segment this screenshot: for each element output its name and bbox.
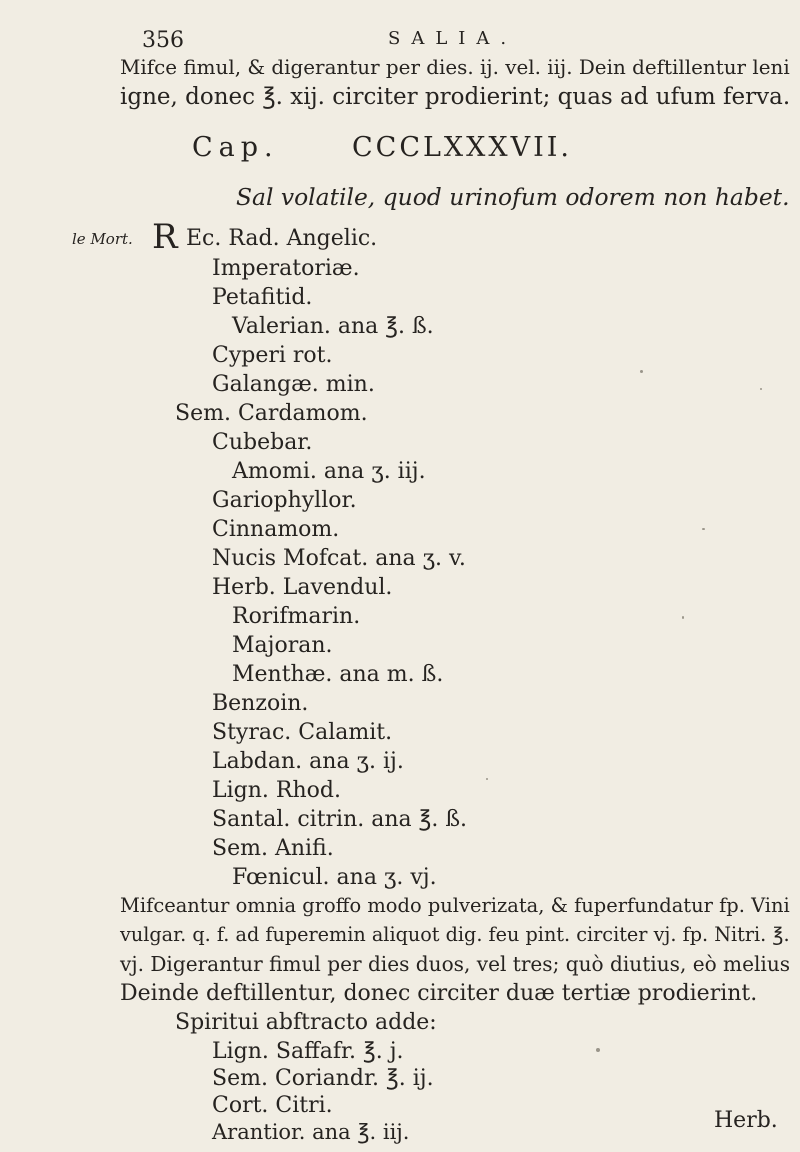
addition-item: Cort. Citri. xyxy=(212,1093,333,1118)
ingredient-line: Sem. Anifi. xyxy=(212,836,334,861)
chapter-subtitle: Sal volatile, quod urinofum odorem non habet. xyxy=(236,183,790,211)
paper-speck xyxy=(702,528,705,530)
ingredient-line: Fœnicul. ana ʒ. vj. xyxy=(232,865,437,890)
ingredient-line: Gariophyllor. xyxy=(212,488,357,513)
addition-item: Lign. Saffafr. ℥. j. xyxy=(212,1039,404,1064)
ingredient-line: Galangæ. min. xyxy=(212,372,375,397)
paper-speck xyxy=(640,370,643,373)
text-line: Mifce fimul, & digerantur per dies. ij. vel. iij. Dein deftillentur leni xyxy=(120,56,790,79)
ingredient-line: Petafitid. xyxy=(212,285,313,310)
ingredient-line: Benzoin. xyxy=(212,691,309,716)
addition-item: Arantior. ana ℥. iij. xyxy=(212,1120,410,1144)
ingredient-line: Cyperi rot. xyxy=(212,343,333,368)
ingredient-line: Valerian. ana ℥. ß. xyxy=(232,314,434,339)
ingredient-line: Sem. Cardamom. xyxy=(175,401,368,426)
running-head: SALIA. xyxy=(388,28,518,49)
recipe-initial: R xyxy=(152,217,178,257)
ingredient-line: Lign. Rhod. xyxy=(212,778,341,803)
ingredient-line: Rorifmarin. xyxy=(232,604,361,629)
paper-speck xyxy=(486,778,488,780)
ingredient-line: Herb. Lavendul. xyxy=(212,575,393,600)
ingredient-line: Cubebar. xyxy=(212,430,313,455)
ingredient-line: Santal. citrin. ana ℥. ß. xyxy=(212,807,468,832)
paragraph-line: vj. Digerantur fimul per dies duos, vel tres; quò diutius, eò melius xyxy=(120,952,791,976)
paper-speck xyxy=(682,616,684,619)
ingredient-line: Labdan. ana ʒ. ij. xyxy=(212,749,404,774)
ingredient-line: Nucis Mofcat. ana ʒ. v. xyxy=(212,546,466,571)
page-number: 356 xyxy=(142,28,184,53)
margin-note: le Mort. xyxy=(72,230,133,248)
ingredient-line: Amomi. ana ʒ. iij. xyxy=(232,459,426,484)
chapter-number: CCCLXXXVII. xyxy=(352,132,572,163)
ingredient-line: Styrac. Calamit. xyxy=(212,720,393,745)
chapter-label: Cap. xyxy=(192,132,279,163)
paragraph-line: Mifceantur omnia groffo modo pulverizata, & fuperfundatur fp. Vini xyxy=(120,894,790,917)
ingredient-line: Majoran. xyxy=(232,633,333,658)
paper-speck xyxy=(596,1048,600,1052)
text-line: igne, donec ℥. xij. circiter prodierint; quas ad ufum ferva. xyxy=(120,84,791,110)
addition-intro: Spiritui abftracto adde: xyxy=(175,1010,437,1035)
addition-item: Sem. Coriandr. ℥. ij. xyxy=(212,1066,434,1091)
ingredient-line: Imperatoriæ. xyxy=(212,256,360,281)
paragraph-line: Deinde deftillentur, donec circiter duæ tertiæ prodierint. xyxy=(120,981,758,1006)
paper-speck xyxy=(760,388,762,390)
recipe-first-line: Ec. Rad. Angelic. xyxy=(186,226,378,251)
ingredient-line: Cinnamom. xyxy=(212,517,340,542)
catchword: Herb. xyxy=(714,1108,778,1133)
ingredient-line: Menthæ. ana m. ß. xyxy=(232,662,444,687)
paragraph-line: vulgar. q. f. ad fuperemin aliquot dig. feu pint. circiter vj. fp. Nitri. ℥. xyxy=(120,923,790,946)
